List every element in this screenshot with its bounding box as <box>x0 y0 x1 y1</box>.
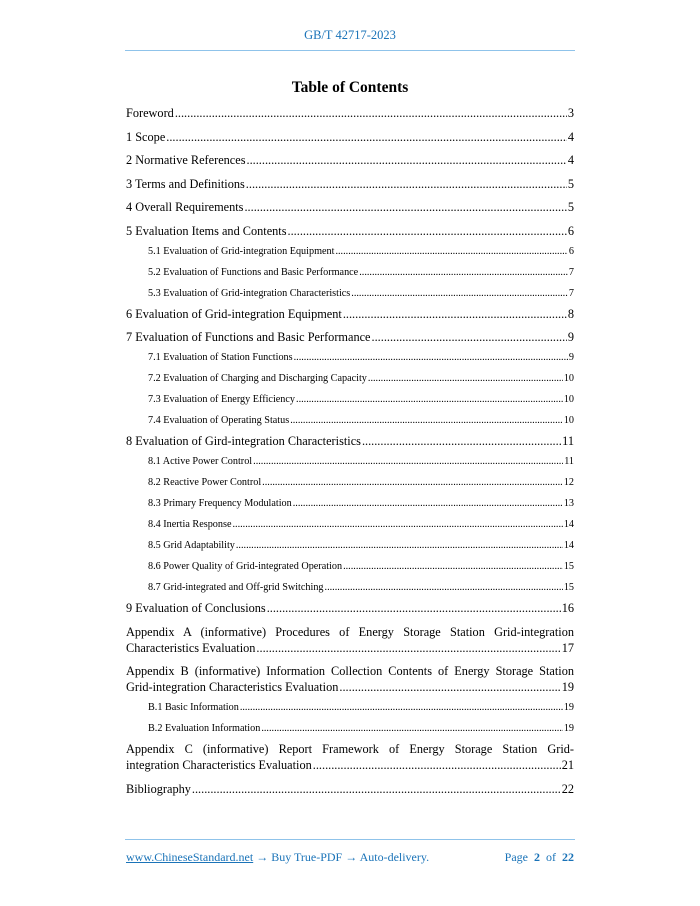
toc-page-number: 16 <box>561 601 574 615</box>
toc-subentry[interactable] <box>126 497 574 510</box>
toc-entry[interactable] <box>126 600 574 616</box>
dot-leader <box>372 329 567 345</box>
toc-page-number: 11 <box>564 456 574 467</box>
toc-entry-title: 7.3 Evaluation of Energy Efficiency <box>148 394 296 405</box>
dot-leader <box>267 600 561 616</box>
toc-page-number: 14 <box>563 519 574 530</box>
toc-page-number: 19 <box>561 680 574 694</box>
toc-page-number: 21 <box>561 758 574 772</box>
toc-page-number: 5 <box>567 200 574 214</box>
toc-entry-title: 8.6 Power Quality of Grid-integrated Operation <box>148 561 343 572</box>
toc-page-number: 10 <box>563 394 574 405</box>
toc-entry[interactable] <box>126 223 574 239</box>
toc-entry[interactable] <box>126 624 574 656</box>
toc-page-number: 4 <box>567 129 574 144</box>
toc-subentry[interactable] <box>126 455 574 468</box>
toc-entry-title: 5.1 Evaluation of Grid-integration Equipment <box>148 245 335 257</box>
toc-subentry[interactable] <box>126 287 574 300</box>
dot-leader <box>232 518 562 531</box>
toc-entry[interactable] <box>126 741 574 773</box>
toc-subentry[interactable] <box>126 701 574 714</box>
dot-leader <box>359 266 568 279</box>
toc-entry-title: 2 Normative References <box>126 153 246 167</box>
toc-entry-title: 3 Terms and Definitions <box>126 176 245 191</box>
dot-leader <box>288 223 567 239</box>
dot-leader <box>343 560 563 573</box>
toc-entry-title: B.1 Basic Information <box>148 702 239 713</box>
dot-leader <box>294 351 568 364</box>
toc-entry-title: 8 Evaluation of Gird-integration Characteristics <box>126 434 361 448</box>
dot-leader <box>343 306 567 322</box>
toc-entry[interactable] <box>126 152 574 168</box>
dot-leader <box>175 105 567 121</box>
dot-leader <box>192 781 561 797</box>
dot-leader <box>236 539 563 552</box>
toc-entry-title: 8.4 Inertia Response <box>148 519 232 530</box>
toc-subentry[interactable] <box>126 414 574 427</box>
toc-entry-title-line: integration Characteristics Evaluation <box>126 758 312 772</box>
toc-entry-title: Bibliography <box>126 781 191 796</box>
toc-subentry[interactable] <box>126 581 574 594</box>
dot-leader <box>262 476 563 489</box>
toc-entry-title: 1 Scope <box>126 129 166 144</box>
toc-page-number: 19 <box>563 702 574 713</box>
toc-entry-title: 7 Evaluation of Functions and Basic Performance <box>126 330 371 344</box>
toc-title: Table of Contents <box>291 79 409 96</box>
toc-subentry[interactable] <box>126 560 574 573</box>
toc-subentry[interactable] <box>126 722 574 735</box>
page-header: GB/T 42717-2023 <box>304 28 396 42</box>
toc-entry-title: 7.1 Evaluation of Station Functions <box>148 352 293 363</box>
toc-page-number: 7 <box>568 266 574 278</box>
toc-subentry[interactable] <box>126 266 574 279</box>
promo-text: → Buy True-PDF → Auto-delivery. <box>253 850 430 864</box>
toc-subentry[interactable] <box>126 245 574 258</box>
page-number: Page 2 of 22 <box>504 850 574 864</box>
dot-leader <box>296 393 563 406</box>
toc-page-number: 9 <box>568 352 574 363</box>
toc-page-number: 10 <box>563 373 574 384</box>
toc-entry[interactable] <box>126 199 574 215</box>
toc-page-number: 22 <box>561 781 574 796</box>
dot-leader <box>325 581 563 594</box>
toc-entry-title: 8.7 Grid-integrated and Off-grid Switching <box>148 582 324 593</box>
toc-entry[interactable] <box>126 306 574 322</box>
dot-leader <box>351 287 568 300</box>
toc-entry[interactable] <box>126 176 574 192</box>
toc-subentry[interactable] <box>126 476 574 489</box>
toc-page-number: 8 <box>567 306 574 321</box>
toc-page-number: 6 <box>568 245 574 257</box>
toc-page-number: 17 <box>561 640 574 655</box>
toc-entry-title: B.2 Evaluation Information <box>148 723 261 734</box>
toc-entry-title: 5.2 Evaluation of Functions and Basic Performance <box>148 266 359 278</box>
dot-leader <box>339 679 560 695</box>
toc-entry-title-line: Grid-integration Characteristics Evaluation <box>126 680 339 694</box>
dot-leader <box>290 414 563 427</box>
toc-entry-title: 8.2 Reactive Power Control <box>148 477 262 488</box>
toc-subentry[interactable] <box>126 393 574 406</box>
toc-entry-title: 5 Evaluation Items and Contents <box>126 223 287 238</box>
dot-leader <box>313 757 561 773</box>
dot-leader <box>244 199 566 215</box>
toc-subentry[interactable] <box>126 518 574 531</box>
toc-entry-title: 9 Evaluation of Conclusions <box>126 601 266 615</box>
toc-page-number: 12 <box>563 477 574 488</box>
toc-entry[interactable] <box>126 129 574 145</box>
toc-subentry[interactable] <box>126 372 574 385</box>
toc-entry-title-line: Characteristics Evaluation <box>126 640 256 655</box>
toc-entry-title: 7.2 Evaluation of Charging and Discharging Capacity <box>148 373 367 384</box>
toc-page-number: 9 <box>567 330 574 344</box>
toc-page-number: 11 <box>562 434 574 448</box>
dot-leader <box>261 722 562 735</box>
toc-entry[interactable] <box>126 663 574 695</box>
toc-page-number: 15 <box>563 582 574 593</box>
dot-leader <box>240 701 563 714</box>
toc-page-number: 7 <box>568 287 574 299</box>
toc-entry-title: 8.3 Primary Frequency Modulation <box>148 498 292 509</box>
dot-leader <box>166 129 567 145</box>
header-rule <box>125 50 575 51</box>
toc-page-number: 13 <box>563 498 574 509</box>
dot-leader <box>247 152 567 168</box>
toc-entry[interactable] <box>126 433 574 449</box>
toc-entry-title: 5.3 Evaluation of Grid-integration Characteristics <box>148 287 351 299</box>
toc-entry[interactable] <box>126 329 574 345</box>
toc-page-number: 15 <box>563 561 574 572</box>
toc-entry-title: 4 Overall Requirements <box>126 200 244 214</box>
toc-subentry[interactable] <box>126 351 574 364</box>
toc-page-number: 5 <box>567 176 574 191</box>
dot-leader <box>253 455 563 468</box>
toc-entry-title: Foreword <box>126 106 174 120</box>
dot-leader <box>362 433 561 449</box>
toc-page-number: 3 <box>567 106 574 120</box>
toc-subentry[interactable] <box>126 539 574 552</box>
table-of-contents <box>126 105 574 797</box>
toc-entry-title: 7.4 Evaluation of Operating Status <box>148 415 290 426</box>
toc-entry-title: 8.1 Active Power Control <box>148 456 253 467</box>
toc-page-number: 4 <box>567 153 574 167</box>
toc-entry-title-line: Appendix B (informative) Information Collection Contents of Energy Storage Station <box>126 664 574 678</box>
toc-entry-title-line: Appendix A (informative) Procedures of Energy Storage Station Grid-integration <box>126 624 574 639</box>
toc-entry[interactable] <box>126 105 574 121</box>
toc-entry-title-line: Appendix C (informative) Report Framework of Energy Storage Station Grid- <box>126 742 574 756</box>
footer-rule <box>125 839 575 840</box>
toc-entry-title: 8.5 Grid Adaptability <box>148 540 235 551</box>
dot-leader <box>335 245 567 258</box>
footer-promo <box>126 850 429 865</box>
dot-leader <box>256 640 560 656</box>
toc-page-number: 19 <box>563 723 574 734</box>
toc-page-number: 14 <box>563 540 574 551</box>
dot-leader <box>293 497 563 510</box>
toc-page-number: 6 <box>567 223 574 238</box>
toc-entry[interactable] <box>126 781 574 797</box>
site-link[interactable]: www.ChineseStandard.net <box>126 850 254 864</box>
toc-entry-title: 6 Evaluation of Grid-integration Equipment <box>126 306 342 321</box>
toc-page-number: 10 <box>563 415 574 426</box>
dot-leader <box>246 176 567 192</box>
dot-leader <box>368 372 563 385</box>
